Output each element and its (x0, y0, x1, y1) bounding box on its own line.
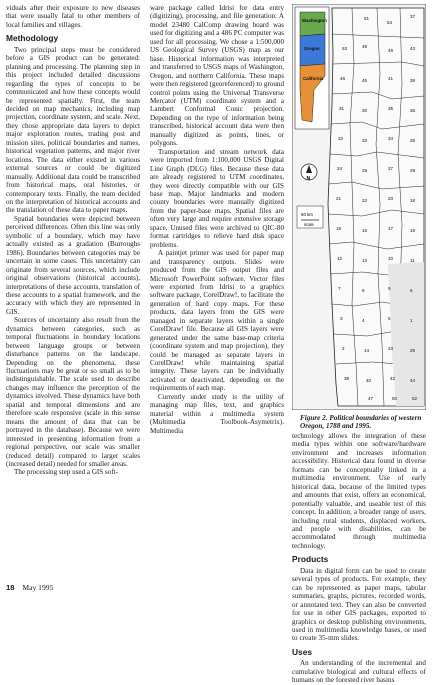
svg-text:4: 4 (362, 318, 365, 323)
svg-text:18: 18 (410, 198, 416, 203)
svg-text:35: 35 (388, 106, 394, 111)
figure-2-map (292, 4, 426, 410)
svg-text:8: 8 (362, 288, 365, 293)
svg-text:53: 53 (342, 46, 348, 51)
column-2 (150, 4, 284, 435)
svg-text:13: 13 (362, 258, 368, 263)
svg-text:20: 20 (388, 196, 394, 201)
svg-text:39: 39 (410, 78, 416, 83)
intro-paragraph: viduals after their exposure to new diseases that were usually fatal to other members of local families and villages. (6, 4, 140, 29)
methodology-paragraph-4: The processing step used a GIS soft- (14, 468, 119, 477)
svg-text:30: 30 (362, 108, 368, 113)
svg-text:12: 12 (337, 256, 343, 261)
scale-word: scale (304, 222, 314, 227)
svg-text:10: 10 (388, 256, 394, 261)
inset-label-california: California (303, 76, 324, 81)
svg-text:22: 22 (362, 198, 368, 203)
uses-paragraph: An understanding of the incremental and cumulative biological and cultural effects of humans on the forested river basins (292, 659, 426, 685)
north-letter: N (306, 176, 311, 182)
svg-text:51: 51 (364, 16, 370, 21)
page-number: 18 (6, 583, 15, 592)
column-3 (292, 432, 426, 685)
col2-paragraph-2: Transportation and stream network data were imported from 1:100,000 USGS Digital Line Graph (DLG) files. Because these data are already registered to UTM coordinates, they were directly compatible with our GIS base map. Major landmarks and modern county boundaries were manually digitized from the paper-base maps. Spatial files are often very large and require extensive storage space. Unused files were archived to QIC-80 format cartridges to relieve hard disk space problems. (150, 147, 284, 249)
svg-text:11: 11 (410, 258, 415, 263)
svg-text:50: 50 (392, 396, 398, 401)
uses-heading: Uses (292, 646, 313, 657)
svg-text:17: 17 (388, 226, 394, 231)
svg-text:19: 19 (410, 228, 416, 233)
svg-text:28: 28 (410, 168, 416, 173)
svg-text:26: 26 (410, 138, 416, 143)
svg-text:47: 47 (368, 396, 374, 401)
inset-washington (300, 12, 325, 36)
page-footer (6, 583, 53, 592)
map-svg (292, 4, 426, 410)
svg-text:5: 5 (388, 316, 391, 321)
svg-text:2: 2 (342, 346, 345, 351)
col2-paragraph-4: Currently under study is the utility of managing map files, text, and graphics material within a multimedia system (Multimedia Toolbook-Asymetrix). Multimedia (150, 392, 284, 435)
svg-text:24: 24 (337, 166, 343, 171)
svg-text:34: 34 (388, 136, 394, 141)
column-1 (6, 4, 140, 477)
products-paragraph: Data in digital form can be used to create several types of products. For example, they can be represented as paper maps, tabular summaries, graphs, pictures, recorded words, or annotated text. They can also be converted for use in other GIS packages, exported to graphics or desktop publishing environments, used in multimedia knowledge bases, or used to create 35-mm slides. (292, 566, 426, 643)
scale-text: 50 km (301, 212, 313, 217)
inset-label-oregon: Oregon (304, 46, 320, 51)
svg-text:44: 44 (410, 378, 416, 383)
svg-text:31: 31 (339, 106, 345, 111)
svg-text:40: 40 (366, 378, 372, 383)
figure-caption: Figure 2. Political boundaries of western Oregon, 1788 and 1995. (300, 414, 422, 431)
methodology-paragraph-3: Sources of uncertainty also result from the dynamics between categories, such as temporal fluctuations in boundary locations between language groups or between disturbance patterns on the landscape. Depending on the phenomena, these fluctuations may be great or so small as to be indistinguishable. The scale used to describe changes may influence the perception of the dynamics involved. These dynamics have both spatial and temporal dimensions and are therefore scale responsive (scale in this sense means the amount of data that can be portrayed in the database). Because we were interested in presenting information from a regional perspective, our scale was smaller (reduced detail) compared to larger scales (increased detail) needed for smaller areas. (6, 316, 140, 469)
col3-paragraph-1: technology allows the integration of these media types within one software/hardware environment and increases information accessibility. Historical data found in diverse formats can be conceptually linked in a multimedia environment. Use of early historical data, because of the limited types and amounts that exist, offers an economical, potentially valuable, and useable test of this concept. In addition, a broader range of users, including rural students, displaced workers, and people with disabilities, can be accommodated through multimedia technology. (292, 432, 426, 550)
svg-text:15: 15 (336, 226, 342, 231)
svg-text:41: 41 (388, 76, 394, 81)
issue-date: May 1995 (22, 583, 54, 592)
svg-text:7: 7 (338, 286, 341, 291)
svg-text:23: 23 (388, 346, 394, 351)
svg-text:6: 6 (410, 288, 413, 293)
svg-text:33: 33 (362, 138, 368, 143)
svg-text:29: 29 (410, 348, 416, 353)
svg-text:48: 48 (388, 48, 394, 53)
methodology-paragraph-1: Two principal steps must be considered before a GIS product can be generated: planning and processing. The planning step in this project included detailed discussions regarding the types of concepts to be communicated and how these concepts would be represented spatially. First, the team decided on map mechanics, including map projection, coordinate system, and scale. Next, they chose appropriate data layers to depict major exploration routes, trading post and mission sites, political boundaries and names, historical vegetation patterns, and major river locations. The data either existed in various external sources or could be digitized manually. Additional data could be transcribed from historical maps, oral histories, or contemporary texts. Finally, the team decided on the interpretation of historical accounts and the translation of these data to paper maps. (6, 45, 140, 215)
svg-text:46: 46 (340, 76, 346, 81)
products-heading: Products (292, 554, 329, 565)
methodology-paragraph-2: Spatial boundaries were depicted between perceived differences. Often this line was only symbolic of a boundary, which may have actually existed as a gradation (Burroughs 1986). Boundaries between categories may be uncertain in some cases. This uncertainty can originate from several sources, which include original observations (historical accounts), interpretations of these accounts, translation of these accounts to a spatial framework, and the accuracy with which they are represented in GIS. (6, 214, 140, 316)
svg-text:9: 9 (388, 286, 391, 291)
svg-text:25: 25 (362, 168, 368, 173)
svg-text:42: 42 (390, 376, 396, 381)
col2-paragraph-1: ware package called Idrisi for data entry (digitizing), processing, and file generation. A model 23480 CalComp drawing board was used for digitizing and a 486 PC computer was used for all processing. We chose a 1:500,000 US Geological Survey (USGS) map as our base. Historical information was interpreted and transferred to USGS maps of Washington, Oregon, and northern California. These maps were then registered (georeferenced) to ground control points using the Universal Transverse Mercator (UTM) coordinate system and a Lambert Conformal Conic projection. Depending on the type of information being transcribed, historical account data were then manually digitized as points, lines, or polygons. (150, 4, 284, 148)
svg-text:27: 27 (388, 166, 394, 171)
svg-text:38: 38 (344, 376, 350, 381)
svg-text:21: 21 (336, 196, 342, 201)
svg-text:54: 54 (387, 20, 393, 25)
col2-paragraph-3: A paintjet printer was used for paper map and transparency outputs. Slides were produced from the GIS output files and Microsoft PowerPoint software. Vector files were exported from Idrisi to a graphics software package, CorelDraw!, to facilitate the generation of hard copy maps. For these products, data layers from the GIS were managed in separate layers within a single CorelDraw! file. Because all GIS layers were generated under the same base-map criteria (coordinate system and map projection), they could be managed as separate layers in CorelDraw! while maintaining spatial integrity. These layers can be individually activated or deactivated, depending on the requirements of each map. (150, 249, 284, 393)
svg-text:37: 37 (410, 14, 416, 19)
svg-text:36: 36 (410, 108, 416, 113)
svg-text:14: 14 (364, 348, 370, 353)
svg-text:16: 16 (362, 228, 368, 233)
inset-label-washington: Washington (302, 18, 327, 23)
svg-text:1: 1 (410, 318, 413, 323)
svg-text:3: 3 (340, 316, 343, 321)
svg-text:45: 45 (362, 78, 368, 83)
svg-text:52: 52 (412, 396, 418, 401)
svg-text:32: 32 (338, 136, 344, 141)
svg-text:49: 49 (362, 44, 368, 49)
methodology-heading: Methodology (6, 33, 59, 44)
svg-text:43: 43 (410, 46, 416, 51)
